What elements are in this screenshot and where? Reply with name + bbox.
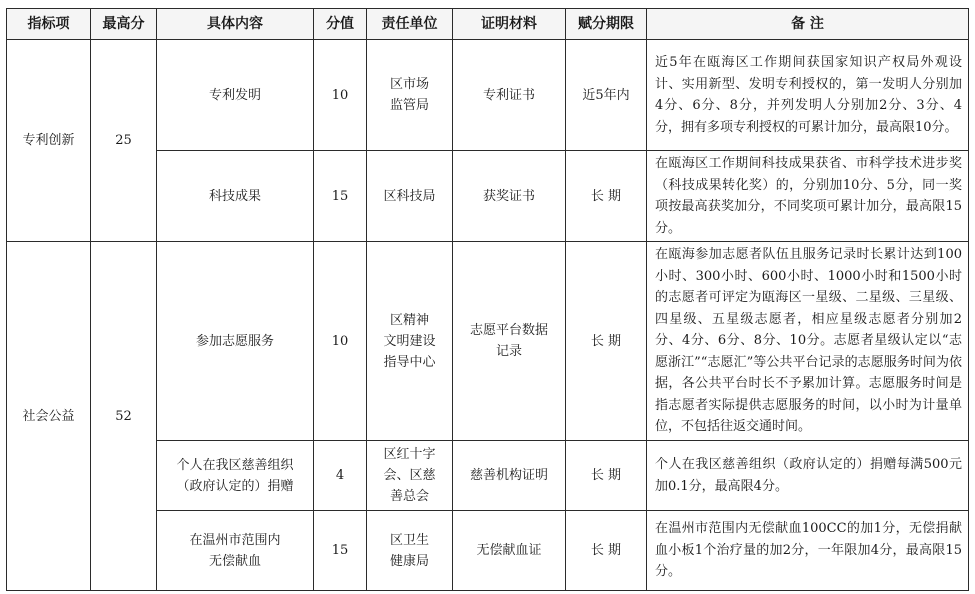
note-cell: 在瓯海区工作期间科技成果获省、市科学技术进步奖（科技成果转化奖）的，分别加10分、5分，同一奖项按最高获奖加分，不同奖项可累计加分，最高限15分。	[647, 151, 969, 242]
proof-cell: 无偿献血证	[453, 511, 566, 591]
score-cell: 4	[314, 441, 367, 511]
unit-cell: 区红十字 会、区慈 善总会	[367, 441, 453, 511]
proof-cell: 专利证书	[453, 40, 566, 151]
proof-cell: 志愿平台数据 记录	[453, 242, 566, 441]
period-cell: 长 期	[566, 441, 647, 511]
score-cell: 15	[314, 151, 367, 242]
period-cell: 长 期	[566, 511, 647, 591]
header-note: 备 注	[647, 9, 969, 40]
content-cell: 专利发明	[157, 40, 314, 151]
indicator-cell: 社会公益	[7, 242, 91, 591]
header-indicator: 指标项	[7, 9, 91, 40]
max-score-cell: 25	[91, 40, 157, 242]
proof-cell: 获奖证书	[453, 151, 566, 242]
header-content: 具体内容	[157, 9, 314, 40]
score-cell: 10	[314, 40, 367, 151]
note-cell: 近5年在瓯海区工作期间获国家知识产权局外观设计、实用新型、发明专利授权的，第一发明人分别加4分、6分、8分，并列发明人分别加2分、3分、4分，拥有多项专利授权的可累计加分，最高限10分。	[647, 40, 969, 151]
period-cell: 长 期	[566, 242, 647, 441]
header-max-score: 最高分	[91, 9, 157, 40]
note-cell: 个人在我区慈善组织（政府认定的）捐赠每满500元加0.1分，最高限4分。	[647, 441, 969, 511]
proof-cell: 慈善机构证明	[453, 441, 566, 511]
content-cell: 在温州市范围内 无偿献血	[157, 511, 314, 591]
score-cell: 15	[314, 511, 367, 591]
note-cell: 在瓯海参加志愿者队伍且服务记录时长累计达到100小时、300小时、600小时、1000小时和1500小时的志愿者可评定为瓯海区一星级、二星级、三星级、四星级、五星级志愿者，相应星级志愿者分别加2分、4分、6分、8分、10分。志愿者星级认定以“志愿浙江”“志愿汇”等公共平台记录的志愿服务时间为依据，各公共平台时长不予累加计算。志愿服务时间是指志愿者实际提供志愿服务的时间，以小时为计量单位，不包括往返交通时间。	[647, 242, 969, 441]
note-cell: 在温州市范围内无偿献血100CC的加1分，无偿捐献血小板1个治疗量的加2分，一年限加4分，最高限15分。	[647, 511, 969, 591]
content-cell: 科技成果	[157, 151, 314, 242]
period-cell: 长 期	[566, 151, 647, 242]
unit-cell: 区卫生 健康局	[367, 511, 453, 591]
scoring-table-wrapper	[6, 8, 969, 591]
period-cell: 近5年内	[566, 40, 647, 151]
score-cell: 10	[314, 242, 367, 441]
header-row	[7, 9, 969, 40]
content-cell: 个人在我区慈善组织（政府认定的）捐赠	[157, 441, 314, 511]
unit-cell: 区市场 监管局	[367, 40, 453, 151]
header-score: 分值	[314, 9, 367, 40]
table-row	[7, 242, 969, 441]
header-proof: 证明材料	[453, 9, 566, 40]
unit-cell: 区精神 文明建设 指导中心	[367, 242, 453, 441]
header-period: 赋分期限	[566, 9, 647, 40]
max-score-cell: 52	[91, 242, 157, 591]
header-unit: 责任单位	[367, 9, 453, 40]
unit-cell: 区科技局	[367, 151, 453, 242]
indicator-cell: 专利创新	[7, 40, 91, 242]
table-row	[7, 40, 969, 151]
content-cell: 参加志愿服务	[157, 242, 314, 441]
scoring-table	[6, 8, 969, 591]
